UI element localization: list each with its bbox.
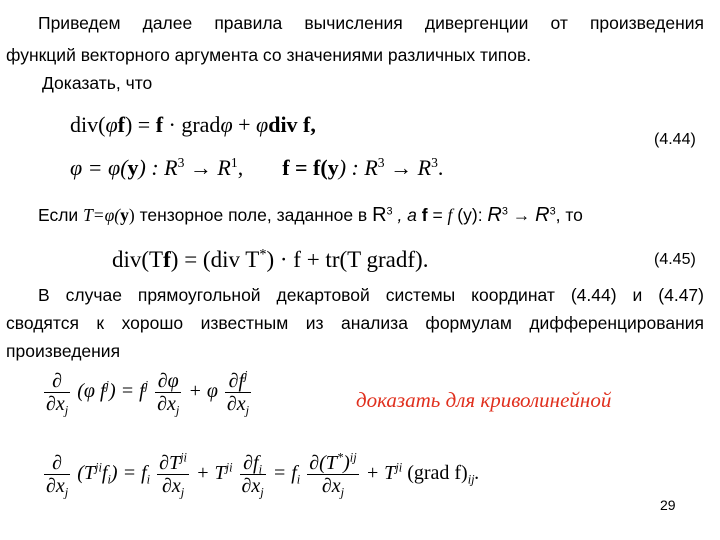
page-number: 29 — [660, 497, 676, 513]
equation-4-45: div(Tf) = (div T*) · f + tr(T gradf). — [112, 246, 429, 272]
derivative-formula-2: $\frac{\partial}{\partial x_j}$ $(T^{ji}f_i) = f_i$ $\frac{\partial T^{ji}}{\partial x_j}$ + $T^{ji}$ $\frac{\partial f_i}{\partial x_j}$ = $f_i$ $\frac{\partial(T^*)^{ij}}{\partial x_j}$ + $T^{ji}$ (grad $f)_{ij}$. — [46, 450, 480, 500]
paragraph-line-2: сводятся к хорошо известным из анализа формулам дифференцирования — [6, 313, 704, 333]
intro-line-2: функций векторного аргумента со значениями различных типов. — [6, 45, 532, 65]
equation-4-44-line-1: div(φf) = f · gradφ + φdiv f, — [70, 112, 316, 137]
equation-number-4-44: (4.44) — [654, 131, 696, 148]
red-note-curvilinear: доказать для криволинейной — [356, 388, 612, 412]
intro-line-3: Доказать, что — [42, 73, 153, 93]
equation-4-44-line-2: φ = φ(y) : $R^3 \to R^1$, f = f(y) : $R^3 \to R^3$. — [70, 154, 444, 180]
equation-number-4-45: (4.45) — [654, 251, 696, 268]
derivative-formula-1: $\frac{\partial}{\partial x_j}$ (φ $f^j) = f^j$ $\frac{\partial\varphi}{\partial x_j}$ + φ $\frac{\partial f^j}{\partial x_j}$ — [46, 368, 250, 418]
paragraph-line-1: В случае прямоугольной декартовой системы координат (4.44) и (4.47) — [38, 285, 704, 305]
tensor-field-line: Если T=φ(y) тензорное поле, заданное в $R^3$ , а f = f (y): $R^3 \to R^3$, то — [38, 204, 583, 226]
intro-line-1: Приведем далее правила вычисления дивергенции от произведения — [38, 13, 704, 33]
paragraph-line-3: произведения — [6, 341, 121, 361]
